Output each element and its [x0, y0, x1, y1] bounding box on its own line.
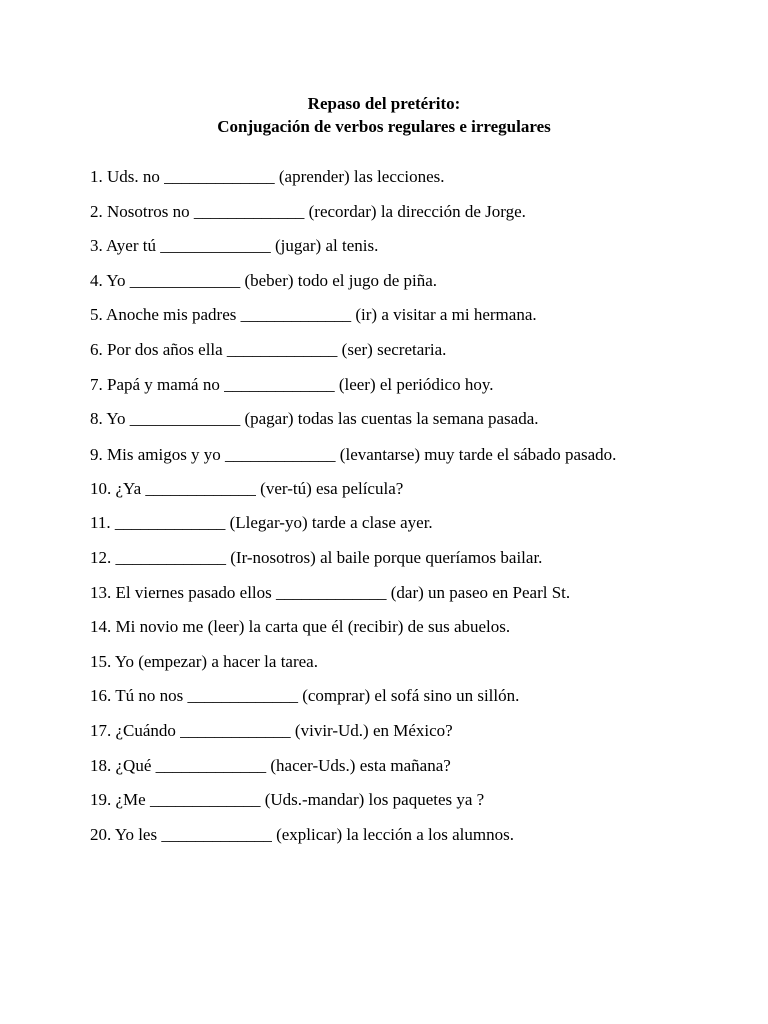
exercise-list	[90, 160, 690, 852]
exercise-item-17: 17. ¿Cuándo _____________ (vivir-Ud.) en México?	[90, 720, 453, 740]
exercise-item-7: 7. Papá y mamá no _____________ (leer) el periódico hoy.	[90, 374, 494, 394]
exercise-item-16: 16. Tú no nos _____________ (comprar) el sofá sino un sillón.	[90, 686, 520, 706]
exercise-item-1: 1. Uds. no _____________ (aprender) las lecciones.	[90, 167, 445, 186]
exercise-item-4: 4. Yo _____________ (beber) todo el jugo de piña.	[90, 270, 438, 290]
exercise-item-11: 11. _____________ (Llegar-yo) tarde a clase ayer.	[90, 513, 433, 533]
exercise-item-13: 13. El viernes pasado ellos _____________ (dar) un paseo en Pearl St.	[90, 582, 571, 602]
exercise-item-5: 5. Anoche mis padres _____________ (ir) a visitar a mi hermana.	[90, 305, 537, 325]
exercise-item-8: 8. Yo _____________ (pagar) todas las cuentas la semana pasada.	[90, 409, 539, 429]
exercise-item-14: 14. Mi novio me (leer) la carta que él (recibir) de sus abuelos.	[90, 617, 511, 637]
exercise-item-19: 19. ¿Me _____________ (Uds.-mandar) los paquetes ya ?	[90, 790, 485, 810]
exercise-item-10: 10. ¿Ya _____________ (ver-tú) esa película?	[90, 478, 404, 498]
worksheet-title	[0, 92, 768, 138]
exercise-item-18: 18. ¿Qué _____________ (hacer-Uds.) esta mañana?	[90, 755, 451, 775]
exercise-item-2: 2. Nosotros no _____________ (recordar) la dirección de Jorge.	[90, 201, 526, 221]
exercise-item-6: 6. Por dos años ella _____________ (ser) secretaria.	[90, 339, 447, 359]
title-line-2: Conjugación de verbos regulares e irregulares	[217, 117, 551, 136]
exercise-item-12: 12. _____________ (Ir-nosotros) al baile porque queríamos bailar.	[90, 547, 543, 567]
exercise-item-3: 3. Ayer tú _____________ (jugar) al tenis.	[90, 236, 379, 256]
title-line-1: Repaso del pretérito:	[307, 94, 461, 113]
exercise-item-9: 9. Mis amigos y yo _____________ (levantarse) muy tarde el sábado pasado.	[90, 444, 617, 464]
exercise-item-15: 15. Yo (empezar) a hacer la tarea.	[90, 651, 318, 671]
exercise-item-20: 20. Yo les _____________ (explicar) la lección a los alumnos.	[90, 824, 514, 844]
